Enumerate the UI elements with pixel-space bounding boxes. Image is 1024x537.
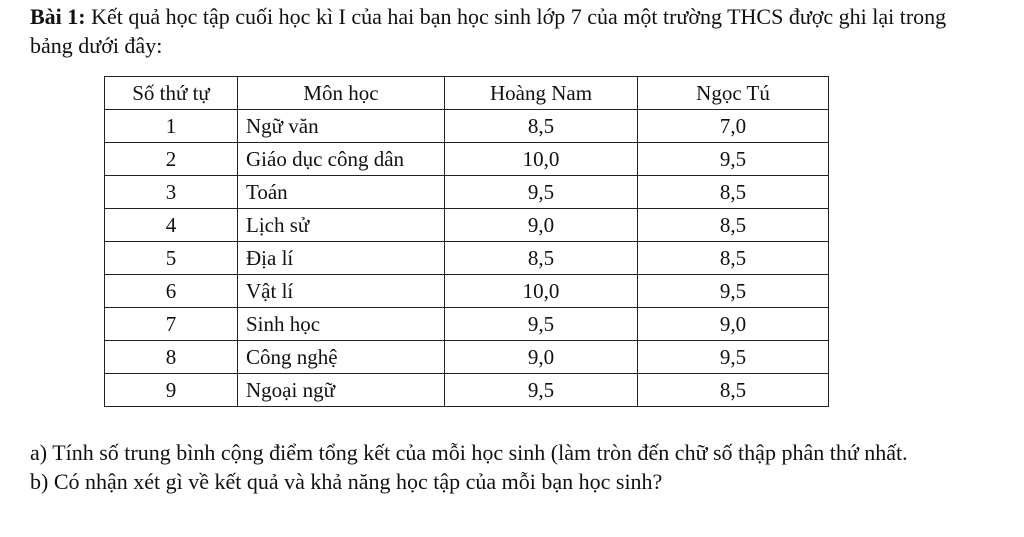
table-row xyxy=(105,209,829,242)
cell-subject: Lịch sử xyxy=(238,209,445,242)
cell-ngoc-tu-score: 8,5 xyxy=(638,209,829,242)
cell-number: 7 xyxy=(105,308,238,341)
cell-number: 1 xyxy=(105,110,238,143)
score-table xyxy=(104,76,829,407)
cell-ngoc-tu-score: 8,5 xyxy=(638,176,829,209)
table-header-row xyxy=(105,77,829,110)
cell-subject: Toán xyxy=(238,176,445,209)
cell-ngoc-tu-score: 9,5 xyxy=(638,143,829,176)
cell-number: 5 xyxy=(105,242,238,275)
cell-subject: Sinh học xyxy=(238,308,445,341)
header-ngoc-tu: Ngọc Tú xyxy=(638,77,829,110)
cell-ngoc-tu-score: 9,5 xyxy=(638,275,829,308)
cell-hoang-nam-score: 10,0 xyxy=(445,143,638,176)
table-row xyxy=(105,308,829,341)
cell-subject: Vật lí xyxy=(238,275,445,308)
cell-hoang-nam-score: 9,5 xyxy=(445,374,638,407)
table-row xyxy=(105,110,829,143)
cell-subject: Địa lí xyxy=(238,242,445,275)
cell-subject: Ngoại ngữ xyxy=(238,374,445,407)
table-row xyxy=(105,374,829,407)
cell-number: 6 xyxy=(105,275,238,308)
cell-hoang-nam-score: 9,0 xyxy=(445,341,638,374)
header-number: Số thứ tự xyxy=(105,77,238,110)
cell-ngoc-tu-score: 7,0 xyxy=(638,110,829,143)
table-row xyxy=(105,176,829,209)
header-hoang-nam: Hoàng Nam xyxy=(445,77,638,110)
cell-hoang-nam-score: 9,5 xyxy=(445,176,638,209)
table-body xyxy=(105,110,829,407)
cell-subject: Công nghệ xyxy=(238,341,445,374)
table-row xyxy=(105,242,829,275)
cell-hoang-nam-score: 8,5 xyxy=(445,110,638,143)
cell-ngoc-tu-score: 8,5 xyxy=(638,242,829,275)
cell-ngoc-tu-score: 9,5 xyxy=(638,341,829,374)
header-subject: Môn học xyxy=(238,77,445,110)
table-row xyxy=(105,341,829,374)
cell-hoang-nam-score: 9,0 xyxy=(445,209,638,242)
problem-intro-text: Kết quả học tập cuối học kì I của hai bạn học sinh lớp 7 của một trường THCS được ghi lại trong bảng dưới đây: xyxy=(30,4,947,58)
cell-number: 2 xyxy=(105,143,238,176)
table-row xyxy=(105,143,829,176)
questions-section xyxy=(30,438,980,496)
problem-statement xyxy=(30,2,990,60)
problem-label: Bài 1: xyxy=(30,4,86,29)
cell-ngoc-tu-score: 9,0 xyxy=(638,308,829,341)
cell-subject: Giáo dục công dân xyxy=(238,143,445,176)
cell-number: 4 xyxy=(105,209,238,242)
cell-hoang-nam-score: 10,0 xyxy=(445,275,638,308)
cell-number: 9 xyxy=(105,374,238,407)
question-b: b) Có nhận xét gì về kết quả và khả năng học tập của mỗi bạn học sinh? xyxy=(30,469,663,494)
cell-hoang-nam-score: 9,5 xyxy=(445,308,638,341)
cell-hoang-nam-score: 8,5 xyxy=(445,242,638,275)
cell-subject: Ngữ văn xyxy=(238,110,445,143)
cell-number: 8 xyxy=(105,341,238,374)
cell-ngoc-tu-score: 8,5 xyxy=(638,374,829,407)
cell-number: 3 xyxy=(105,176,238,209)
question-a: a) Tính số trung bình cộng điểm tổng kết của mỗi học sinh (làm tròn đến chữ số thập phân thứ nhất. xyxy=(30,440,908,465)
table-row xyxy=(105,275,829,308)
